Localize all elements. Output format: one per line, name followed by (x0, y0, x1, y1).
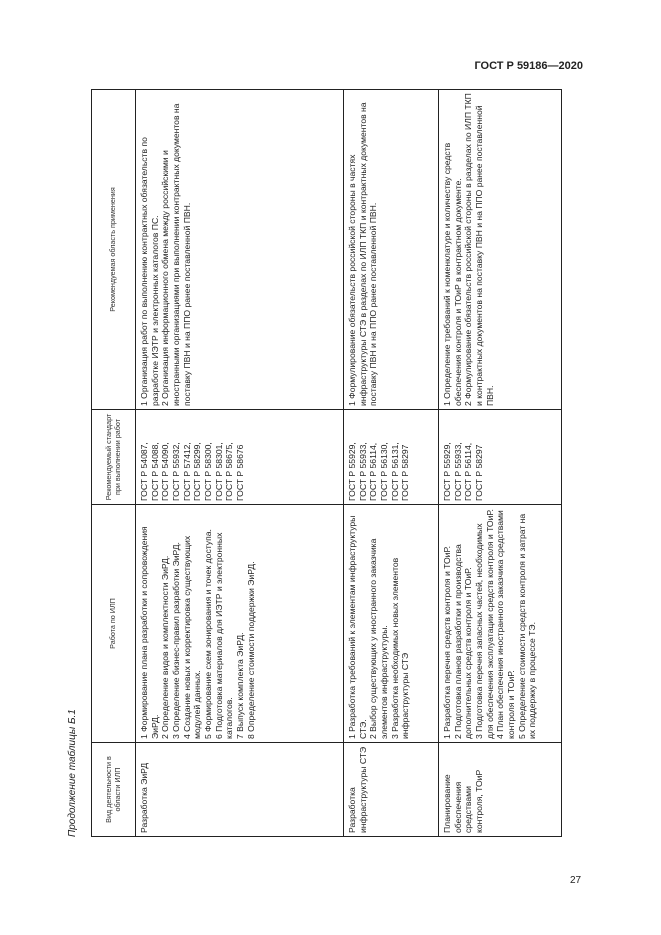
rotated-table-container (55, 90, 562, 837)
standard-item: ГОСТ Р 54090, (160, 442, 171, 501)
standard-item: ГОСТ Р 55929, (347, 442, 357, 501)
work-item: 3 Подготовка перечня запасных частей, необходимых для обеспечения эксплуатации средств контроля и ТОиР. (473, 509, 495, 739)
standard-item: ГОСТ Р 58301, (213, 442, 224, 501)
work-item: 3 Разработка необходимых новых элементов инфраструктуры СТЭ (389, 557, 411, 739)
standard-item: ГОСТ Р 56114, (463, 442, 474, 501)
activity-cell: Планирование обеспечения средствами контроля, ТОиР (439, 743, 562, 837)
application-cell (136, 90, 344, 410)
work-item: 8 Определение стоимости поддержки ЭиРД. (245, 561, 256, 739)
application-item: 2 Формулирование обязательств российской стороны в разделах по ИЛП ТКП и контрактных документов на поставку ПВН и на ППО ранее поставленной ПВН. (463, 93, 495, 406)
works-cell (344, 505, 439, 743)
work-item: 1 Разработка требований к элементам инфраструктуры СТЭ. (347, 515, 368, 739)
standard-item: ГОСТ Р 58675, (224, 442, 235, 501)
works-cell (439, 505, 562, 743)
work-item: 6 Подготовка материалов для ИЭТР и электронных каталогов. (213, 532, 235, 739)
table-row (439, 90, 562, 837)
standard-item: ГОСТ Р 58299, (192, 442, 203, 501)
works-cell (136, 505, 344, 743)
standard-item: ГОСТ Р 56114, (368, 442, 379, 501)
standard-item: ГОСТ Р 55933, (452, 442, 463, 501)
work-item: 4 Создание новых и корректировка существующих модулей данных. (181, 535, 203, 739)
standard-item: ГОСТ Р 55929, (442, 442, 452, 501)
application-cell (439, 90, 562, 410)
standards-cell (344, 410, 439, 505)
standards-cell (439, 410, 562, 505)
column-header: Работа по ИЛП (92, 505, 136, 743)
application-item: 1 Определение требований к номенклатуре и количеству средств обеспечения контроля и ТОиР в контрактном документе. (442, 142, 463, 406)
standard-item: ГОСТ Р 55932, (170, 442, 181, 501)
application-item: 1 Формулирование обязательств российской стороны в частях инфраструктуры СТЭ в разделах по ИЛП ТКП и контрактных документов на поставку ПВН и на ППО ранее поставленной ПВН. (347, 102, 379, 406)
standard-item: ГОСТ Р 54088, (149, 442, 160, 501)
table-row (344, 90, 439, 837)
column-header: Рекомендуемый стандарт при выполнении работ (92, 410, 136, 505)
standard-item: ГОСТ Р 58300, (202, 442, 213, 501)
work-item: 3 Определение бизнес-правил разработки ЭиРД. (170, 542, 181, 739)
column-header: Рекомендуемая область применения (92, 90, 136, 410)
standard-item: ГОСТ Р 58297 (400, 444, 411, 501)
work-item: 5 Формирование схем зонирования и точек доступа. (202, 529, 213, 739)
column-header: Вид деятельности в области ИЛП (92, 743, 136, 837)
standards-cell (136, 410, 344, 505)
table-header-row (92, 90, 136, 837)
work-item: 2 Выбор существующих у иностранного заказчика элементов инфраструктуры. (368, 538, 389, 739)
work-item: 2 Определение видов и комплектности ЭиРД. (160, 555, 171, 739)
table-caption: Продолжение таблицы Б.1 (67, 709, 78, 837)
standard-item: ГОСТ Р 58676 (234, 444, 245, 501)
work-item: 4 План обеспечения иностранного заказчика средствами контроля и ТОиР. (495, 510, 516, 739)
work-item: 7 Выпуск комплекта ЭиРД. (234, 632, 245, 739)
table-row (136, 90, 344, 837)
standard-item: ГОСТ Р 54087, (139, 442, 149, 501)
document-header: ГОСТ Р 59186—2020 (474, 60, 583, 72)
standard-item: ГОСТ Р 55933, (357, 442, 368, 501)
standard-item: ГОСТ Р 57412, (181, 442, 192, 501)
work-item: 1 Разработка перечня средств контроля и ТОиР. (442, 546, 452, 739)
activity-cell: Разработка ЭиРД (136, 743, 344, 837)
work-item: 2 Подготовка планов разработки и производства дополнительных средств контроля и ТОиР. (452, 544, 474, 739)
continuation-table (91, 89, 562, 837)
standard-item: ГОСТ Р 56130, (378, 442, 389, 501)
standard-item: ГОСТ Р 56131, (389, 442, 400, 501)
application-cell (344, 90, 439, 410)
activity-cell: Разработка инфраструктуры СТЭ (344, 743, 439, 837)
work-item: 1 Формирование плана разработки и сопровождения ЭиРД. (139, 526, 160, 739)
page-number: 27 (570, 875, 582, 886)
standard-item: ГОСТ Р 58297 (473, 444, 484, 501)
application-item: 2 Организация информационного обмена между российскими и иностранными организациями при выполнении контрактных документов на поставку ПВН и на ППО ранее поставленной ПВН. (160, 103, 192, 406)
application-item: 1 Организация работ по выполнению контрактных обязательств по разработке ИЭТР и электронных каталогов ПС. (139, 137, 160, 406)
work-item: 5 Определение стоимости средств контроля и затрат на их поддержку в процессе ТЭ. (516, 513, 538, 739)
